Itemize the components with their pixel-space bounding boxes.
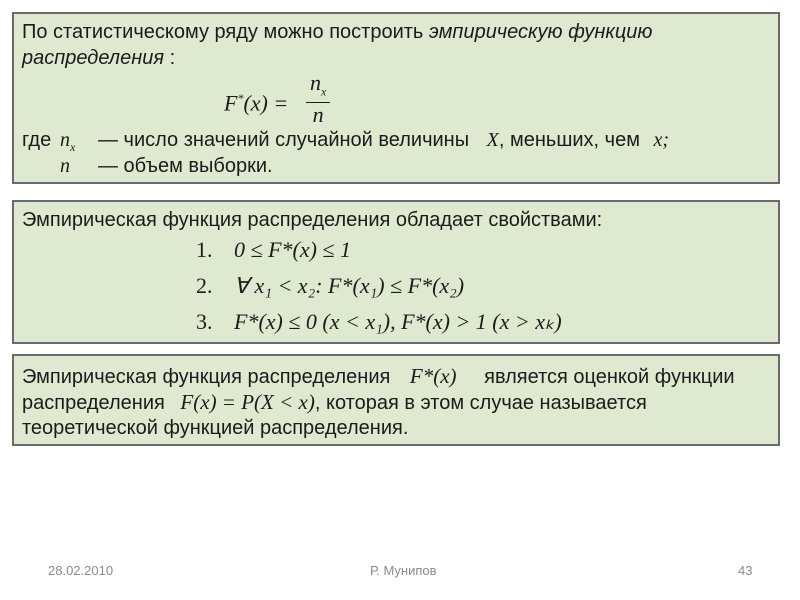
definition-line-1 — [22, 20, 652, 44]
definition-term: эмпирическую функцию — [428, 21, 653, 43]
symbol-n — [60, 154, 70, 178]
symbol-n: n — [60, 129, 70, 151]
desc-1-text-b: , меньших, чем — [498, 129, 640, 151]
where-line-1 — [22, 128, 51, 152]
estimate-line-2 — [22, 390, 647, 415]
property-1-number: 1. — [196, 237, 213, 262]
property-3-number: 3. — [196, 309, 213, 334]
estimate-box — [12, 354, 780, 446]
formula-lhs — [224, 86, 288, 115]
desc-line-2 — [98, 154, 273, 178]
desc-2-text: — объем выборки. — [98, 155, 273, 177]
definition-line-2 — [22, 46, 175, 70]
properties-box — [12, 200, 780, 344]
formula-arg: (x) = — [243, 90, 289, 116]
estimate-text-1b: является оценкой функции — [484, 366, 735, 388]
property-1-formula: 0 ≤ F*(x) ≤ 1 — [234, 237, 352, 262]
formula-F: F — [224, 90, 238, 116]
fraction-numerator — [306, 72, 330, 103]
estimate-text-2a: распределения — [22, 392, 165, 414]
formula-fraction — [306, 72, 330, 127]
fraction-denominator: n — [312, 102, 324, 128]
property-2-formula: ∀ x₁ < x₂: F*(x₁) ≤ F*(x₂) — [234, 273, 465, 298]
where-word: где — [22, 129, 52, 151]
definition-term-cont: распределения — [22, 47, 165, 69]
footer-author: Р. Мунипов — [370, 563, 437, 578]
definition-text: По статистическому ряду можно построить — [22, 21, 429, 43]
property-2-number: 2. — [196, 273, 213, 298]
desc-line-1 — [98, 128, 669, 152]
desc-1-x: x; — [653, 129, 670, 151]
desc-1-X: X — [486, 129, 499, 151]
numerator-n: n — [310, 70, 321, 95]
desc-1-text: — число значений случайной величины — [98, 129, 470, 151]
estimate-formula-1: F*(x) — [409, 364, 457, 388]
properties-heading: Эмпирическая функция распределения обладает свойствами: — [22, 209, 603, 231]
numerator-sub: x — [321, 84, 327, 99]
property-3-formula: F*(x) ≤ 0 (x < x₁), F*(x) > 1 (x > xₖ) — [234, 309, 562, 334]
footer-date: 28.02.2010 — [48, 563, 114, 578]
estimate-formula-2: F(x) = P(X < x) — [180, 390, 315, 414]
formula-star: * — [237, 91, 244, 105]
footer-page-number: 43 — [738, 563, 753, 578]
estimate-text-2b: , которая в этом случае называется — [314, 392, 647, 414]
estimate-text-1a: Эмпирическая функция распределения — [22, 366, 391, 388]
definition-colon: : — [164, 47, 176, 69]
definition-box — [12, 12, 780, 184]
symbol-n-2: n — [60, 155, 70, 177]
symbol-sub-x: x — [70, 140, 76, 154]
estimate-line-1 — [22, 364, 735, 389]
estimate-line-3: теоретической функцией распределения. — [22, 417, 409, 439]
